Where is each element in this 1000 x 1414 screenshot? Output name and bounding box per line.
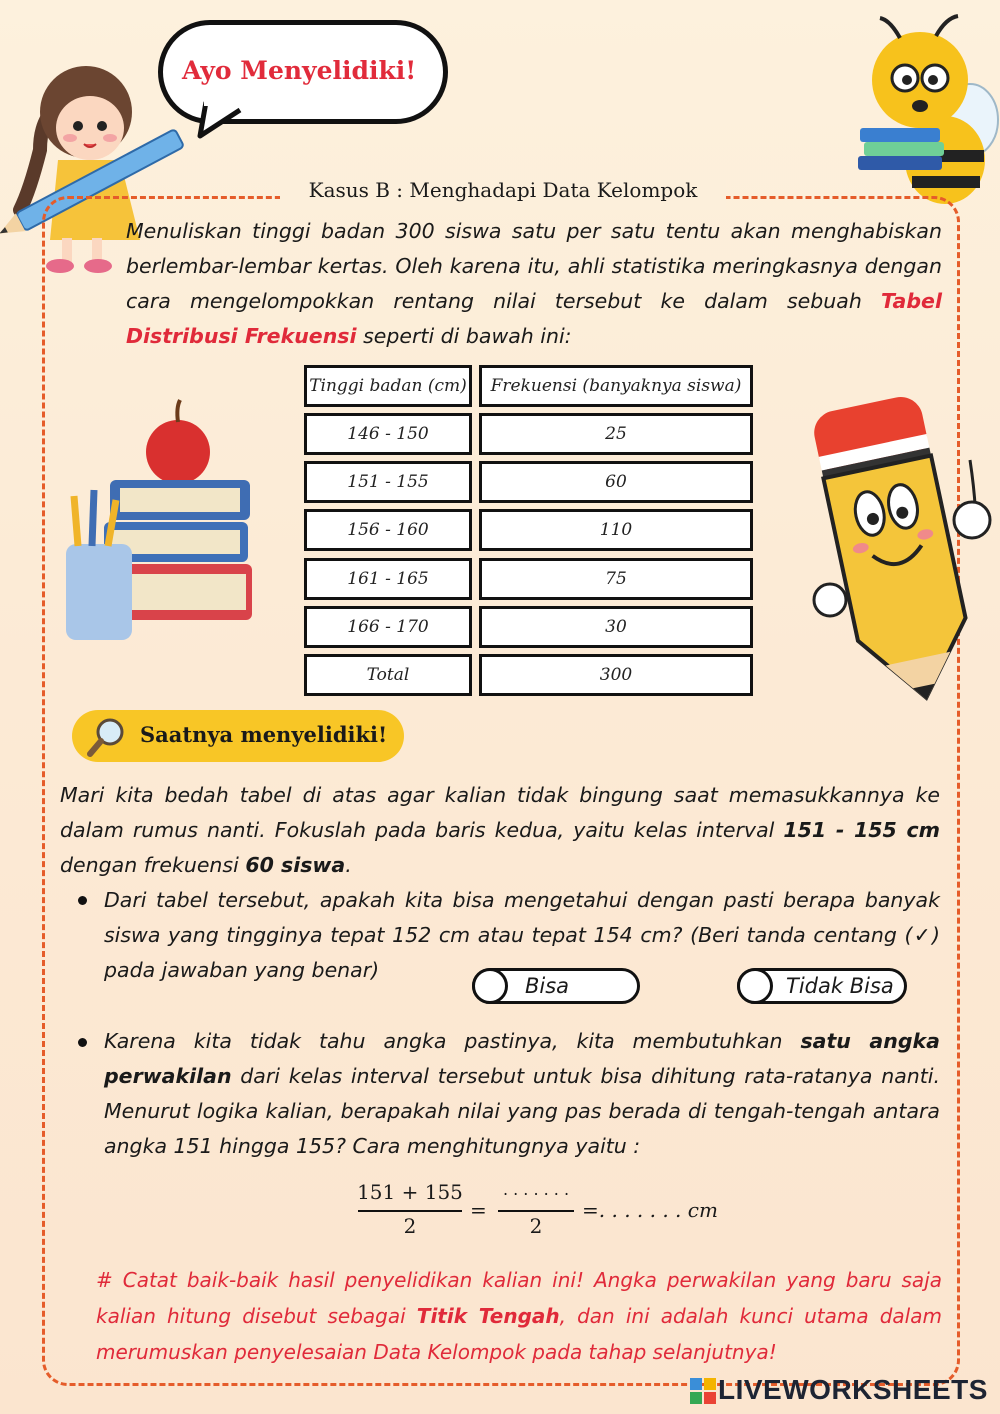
liveworksheets-brand: LIVEWORKSHEETS <box>718 1374 988 1405</box>
formula-denominator-2: 2 <box>529 1214 543 1238</box>
note-text-2: , dan ini adalah kunci utama dalam merumuskan penyelesaian Data Kelompok pada tahap selanjutnya! <box>96 1304 942 1364</box>
table-cell-frequency: 60 <box>479 461 753 503</box>
intro-paragraph <box>126 214 942 354</box>
pencil-character-icon <box>800 380 1000 730</box>
option-tidak-bisa-radio[interactable] <box>737 968 773 1004</box>
table-cell-frequency: 25 <box>479 413 753 455</box>
question-2-text-2: dari kelas interval tersebut untuk bisa dihitung rata-ratanya nanti. Menurut logika kalian, berapakah nilai yang pas berada di tengah-tengah antara angka 151 hingga 155? Cara menghitungnya yaitu : <box>104 1064 940 1158</box>
explain-text-1: Mari kita bedah tabel di atas agar kalian tidak bingung saat memasukkannya ke dalam rumus nanti. Fokuslah pada baris kedua, yaitu kelas interval <box>60 783 940 842</box>
explain-paragraph <box>60 778 940 883</box>
question-2-text <box>104 1024 940 1164</box>
section-title: Kasus B : Menghadapi Data Kelompok <box>308 178 698 202</box>
formula-numerator-1: 151 + 155 <box>357 1180 463 1204</box>
formula-result-blank[interactable]: =. . . . . . . cm <box>582 1198 718 1222</box>
formula-fraction-bar <box>358 1210 462 1212</box>
magnifier-icon <box>86 716 130 758</box>
table-cell-total-value: 300 <box>479 654 753 696</box>
intro-tail: seperti di bawah ini: <box>356 324 572 348</box>
table-cell-interval: 161 - 165 <box>304 558 472 600</box>
table-cell-interval: 156 - 160 <box>304 509 472 551</box>
formula-fraction-bar <box>498 1210 574 1212</box>
bubble-tail-icon <box>196 100 256 140</box>
question-1-body: Dari tabel tersebut, apakah kita bisa mengetahui dengan pasti berapa banyak siswa yang tingginya tepat 152 cm atau tepat 154 cm? (Beri tanda centang (✓) pada jawaban yang benar) <box>104 888 940 982</box>
explain-bold-frequency: 60 siswa <box>245 853 346 877</box>
table-header-frequency: Frekuensi (banyaknya siswa) <box>479 365 753 407</box>
option-tidak-bisa-label: Tidak Bisa <box>786 974 894 998</box>
note-text-1: # Catat baik-baik hasil penyelidikan kalian ini! Angka perwakilan yang baru saja kalian hitung disebut sebagai <box>96 1268 942 1328</box>
question-2-bold: satu angka perwakilan <box>104 1029 940 1088</box>
bullet-dot <box>78 896 87 905</box>
section-pill-label: Saatnya menyelidiki! <box>140 722 388 747</box>
table-cell-frequency: 75 <box>479 558 753 600</box>
bubble-text: Ayo Menyelidiki! <box>182 56 417 85</box>
formula-numerator-blank[interactable]: . . . . . . . <box>502 1180 570 1199</box>
bee-with-books-icon <box>850 10 1000 210</box>
note-bold: Titik Tengah <box>416 1304 560 1328</box>
option-bisa-label: Bisa <box>525 974 570 998</box>
intro-text: Menuliskan tinggi badan 300 siswa satu per satu tentu akan menghabiskan berlembar-lembar kertas. Oleh karena itu, ahli statistika meringkasnya dengan cara mengelompokkan rentang nilai tersebut ke dalam sebuah <box>126 219 942 313</box>
table-cell-frequency: 110 <box>479 509 753 551</box>
option-bisa-radio[interactable] <box>472 968 508 1004</box>
table-cell-total-label: Total <box>304 654 472 696</box>
option-tidak-bisa[interactable] <box>737 968 907 1004</box>
table-cell-interval: 166 - 170 <box>304 606 472 648</box>
formula-equals: = <box>470 1198 487 1222</box>
table-cell-interval: 146 - 150 <box>304 413 472 455</box>
explain-text-2: dengan frekuensi <box>60 853 246 877</box>
table-header-height: Tinggi badan (cm) <box>304 365 472 407</box>
formula-denominator-1: 2 <box>403 1214 417 1238</box>
question-2-text-1: Karena kita tidak tahu angka pastinya, kita membutuhkan <box>104 1029 801 1053</box>
intro-highlight: Tabel Distribusi Frekuensi <box>126 289 942 348</box>
table-cell-interval: 151 - 155 <box>304 461 472 503</box>
books-apple-icon <box>60 396 260 646</box>
option-bisa[interactable] <box>472 968 640 1004</box>
bullet-dot <box>78 1038 87 1047</box>
liveworksheets-logo-icon <box>690 1378 716 1406</box>
explain-text-3: . <box>345 853 352 877</box>
table-cell-frequency: 30 <box>479 606 753 648</box>
note-paragraph <box>96 1262 942 1370</box>
explain-bold-interval: 151 - 155 cm <box>783 818 941 842</box>
